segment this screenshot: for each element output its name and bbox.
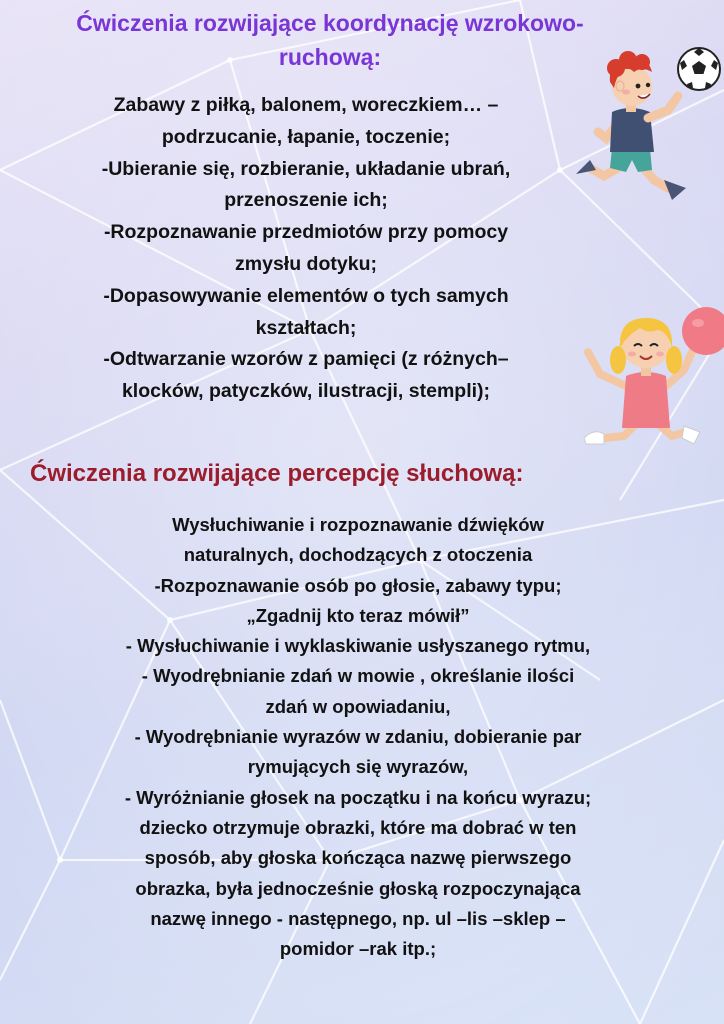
list-line: -Dopasowywanie elementów o tych samych xyxy=(103,284,509,307)
list-line: „Zgadnij kto teraz mówił” xyxy=(246,604,470,626)
section1-title xyxy=(20,6,640,74)
list-line: -Rozpoznawanie osób po głosie, zabawy typu; xyxy=(154,574,562,596)
list-line: rymujących się wyrazów, xyxy=(247,756,469,778)
section2-title: Ćwiczenia rozwijające percepcję słuchową: xyxy=(30,460,524,487)
list-line: Zabawy z piłką, balonem, woreczkiem… – xyxy=(113,94,499,116)
list-line: naturalnych, dochodzących z otoczenia xyxy=(183,544,533,566)
list-line: - Wyodrębnianie wyrazów w zdaniu, dobieranie par xyxy=(134,726,582,748)
list-line: - Wyodrębnianie zdań w mowie , określanie ilości xyxy=(141,665,575,687)
list-line: -Ubieranie się, rozbieranie, układanie ubrań, xyxy=(101,157,511,180)
pink-ball-icon xyxy=(678,304,724,360)
list-line: nazwę innego - następnego, np. ul –lis –sklep – xyxy=(150,907,566,929)
list-line: - Wyróżnianie głosek na początku i na końcu wyrazu; xyxy=(124,786,592,808)
list-line: - Wysłuchiwanie i wyklaskiwanie usłyszanego rytmu, xyxy=(125,635,591,657)
list-line: klocków, patyczków, ilustracji, stempli); xyxy=(121,380,491,403)
section2-list xyxy=(58,510,658,964)
list-line: dziecko otrzymuje obrazki, które ma dobrać w ten xyxy=(139,816,577,838)
section1-list xyxy=(36,90,576,408)
list-line: obrazka, była jednocześnie głoską rozpoczynająca xyxy=(135,877,581,899)
section1-title-line: Ćwiczenia rozwijające koordynację wzrokowo- xyxy=(76,10,584,36)
list-line: przenoszenie ich; xyxy=(224,189,388,212)
section1-title-line: ruchową: xyxy=(278,44,382,70)
list-line: kształtach; xyxy=(255,316,357,339)
list-line: pomidor –rak itp.; xyxy=(279,938,437,960)
list-line: zdań w opowiadaniu, xyxy=(265,695,451,717)
list-line: Wysłuchiwanie i rozpoznawanie dźwięków xyxy=(172,514,544,535)
list-line: -Rozpoznawanie przedmiotów przy pomocy xyxy=(103,221,509,244)
list-line: podrzucanie, łapanie, toczenie; xyxy=(161,125,451,148)
list-line: zmysłu dotyku; xyxy=(235,252,377,275)
list-line: sposób, aby głoska kończąca nazwę pierwszego xyxy=(144,847,572,869)
list-line: -Odtwarzanie wzorów z pamięci (z różnych– xyxy=(103,348,509,371)
boy-running-illustration xyxy=(568,48,690,208)
